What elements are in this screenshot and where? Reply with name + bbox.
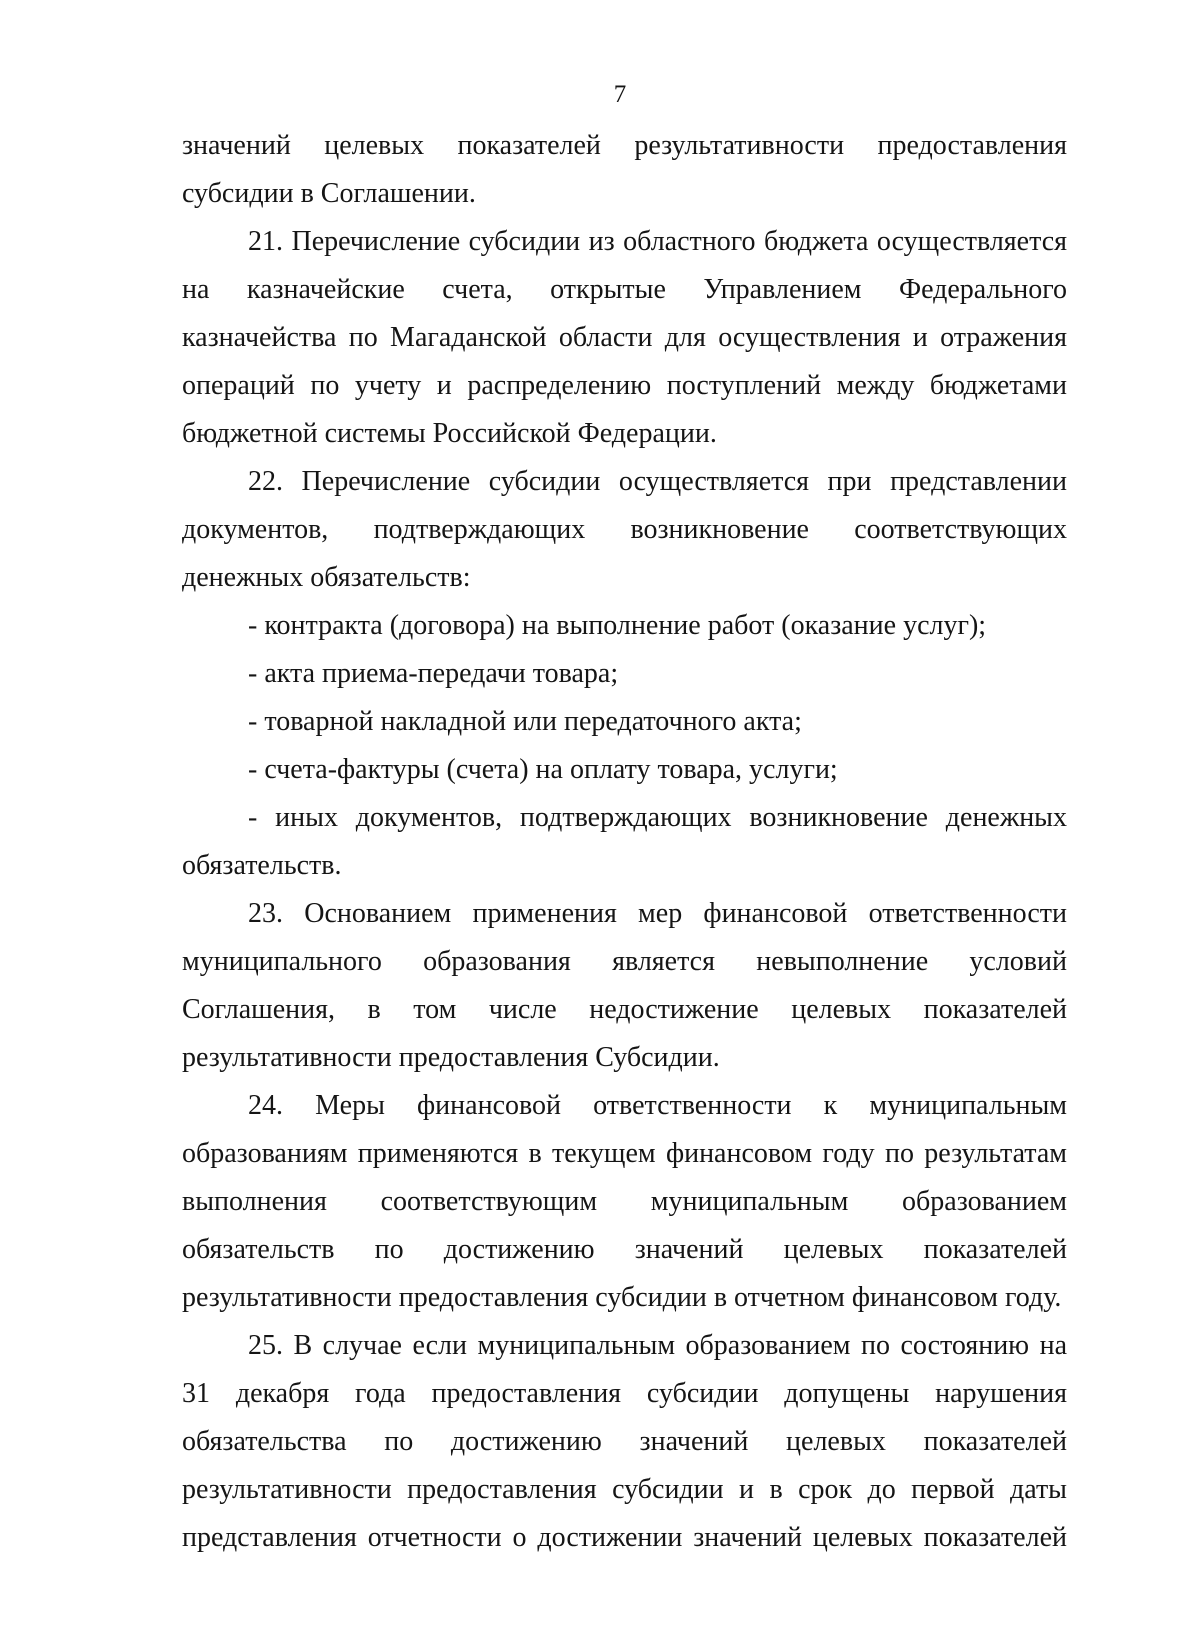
- paragraph-25: 25. В случае если муниципальным образованием по состоянию на 31 декабря года предоставления субсидии допущены нарушения обязательства по достижению значений целевых показателей результативности предоставления субсидии и в срок до первой даты представления отчетности о достижении значений целевых показателей: [182, 1330, 1067, 1553]
- paragraph-23: 23. Основанием применения мер финансовой ответственности муниципального образования является невыполнение условий Соглашения, в том числе недостижение целевых показателей результативности предоставления Субсидии.: [182, 898, 1067, 1073]
- paragraph-24: 24. Меры финансовой ответственности к муниципальным образованиям применяются в текущем финансовом году по результатам выполнения соответствующим муниципальным образованием обязательств по достижению значений целевых показателей результативности предоставления субсидии в отчетном финансовом году.: [182, 1090, 1067, 1313]
- list-item-other-documents: - иных документов, подтверждающих возникновение денежных обязательств.: [182, 802, 1067, 881]
- list-item-act: - акта приема-передачи товара;: [248, 658, 619, 689]
- document-body: [182, 122, 1067, 1562]
- list-item-contract: - контракта (договора) на выполнение работ (оказание услуг);: [248, 610, 987, 641]
- list-item-invoice-waybill: - товарной накладной или передаточного акта;: [248, 706, 802, 737]
- paragraph-21: 21. Перечисление субсидии из областного бюджета осуществляется на казначейские счета, открытые Управлением Федерального казначейства по Магаданской области для осуществления и отражения операций по учету и распределению поступлений между бюджетами бюджетной системы Российской Федерации.: [182, 226, 1067, 449]
- page-number: 7: [613, 81, 627, 108]
- paragraph-continuation: значений целевых показателей результативности предоставления субсидии в Соглашении.: [182, 130, 1067, 209]
- list-item-invoice: - счета-фактуры (счета) на оплату товара, услуги;: [248, 754, 838, 785]
- paragraph-22: 22. Перечисление субсидии осуществляется при представлении документов, подтверждающих возникновение соответствующих денежных обязательств:: [182, 466, 1067, 593]
